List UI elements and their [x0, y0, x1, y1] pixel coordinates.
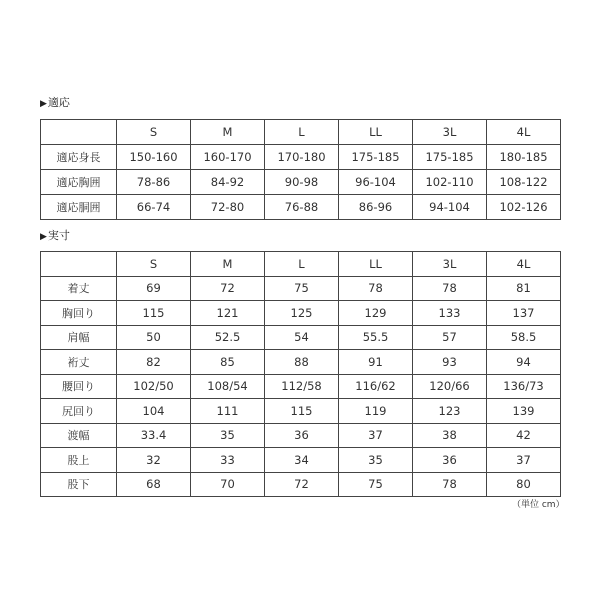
- size-header-cell: M: [191, 120, 265, 145]
- table-cell: 85: [191, 350, 265, 375]
- table-cell: 54: [265, 325, 339, 350]
- table-cell: 72: [265, 472, 339, 497]
- table-cell: 91: [339, 350, 413, 375]
- table-cell: 37: [339, 423, 413, 448]
- table-cell: 35: [339, 448, 413, 473]
- header-corner-cell: [41, 252, 117, 277]
- table-row: [41, 195, 561, 220]
- table-cell: 137: [487, 301, 561, 326]
- size-header-cell: 4L: [487, 120, 561, 145]
- table-row: [41, 145, 561, 170]
- fit-title-text: 適応: [47, 96, 70, 109]
- table-cell: 175-185: [413, 145, 487, 170]
- table-cell: 57: [413, 325, 487, 350]
- actual-title-text: 実寸: [47, 229, 70, 242]
- table-cell: 34: [265, 448, 339, 473]
- table-cell: 37: [487, 448, 561, 473]
- table-row: [41, 276, 561, 301]
- table-cell: 160-170: [191, 145, 265, 170]
- row-label-cell: 股上: [41, 448, 117, 473]
- row-label-cell: 腰回り: [41, 374, 117, 399]
- table-cell: 36: [413, 448, 487, 473]
- table-cell: 84-92: [191, 170, 265, 195]
- table-cell: 80: [487, 472, 561, 497]
- table-cell: 70: [191, 472, 265, 497]
- size-header-cell: 3L: [413, 120, 487, 145]
- row-label-cell: 適応胸囲: [41, 170, 117, 195]
- table-cell: 76-88: [265, 195, 339, 220]
- actual-size-table: [40, 251, 561, 497]
- row-label-cell: 着丈: [41, 276, 117, 301]
- header-corner-cell: [41, 120, 117, 145]
- table-cell: 86-96: [339, 195, 413, 220]
- table-cell: 139: [487, 399, 561, 424]
- table-cell: 180-185: [487, 145, 561, 170]
- size-header-cell: 4L: [487, 252, 561, 277]
- table-row: [41, 170, 561, 195]
- table-cell: 102/50: [117, 374, 191, 399]
- size-header-cell: 3L: [413, 252, 487, 277]
- table-cell: 175-185: [339, 145, 413, 170]
- table-cell: 42: [487, 423, 561, 448]
- row-label-cell: 股下: [41, 472, 117, 497]
- size-header-cell: S: [117, 120, 191, 145]
- table-cell: 33: [191, 448, 265, 473]
- table-cell: 94-104: [413, 195, 487, 220]
- table-cell: 78: [413, 276, 487, 301]
- table-cell: 108-122: [487, 170, 561, 195]
- table-cell: 150-160: [117, 145, 191, 170]
- table-cell: 72: [191, 276, 265, 301]
- table-cell: 69: [117, 276, 191, 301]
- table-cell: 93: [413, 350, 487, 375]
- table-row: [41, 399, 561, 424]
- table-cell: 50: [117, 325, 191, 350]
- table-cell: 75: [265, 276, 339, 301]
- size-header-cell: M: [191, 252, 265, 277]
- table-cell: 133: [413, 301, 487, 326]
- table-cell: 123: [413, 399, 487, 424]
- table-cell: 88: [265, 350, 339, 375]
- fit-section-title: [40, 96, 70, 111]
- table-cell: 102-110: [413, 170, 487, 195]
- table-row: [41, 301, 561, 326]
- table-cell: 96-104: [339, 170, 413, 195]
- table-cell: 170-180: [265, 145, 339, 170]
- table-row: [41, 423, 561, 448]
- table-cell: 129: [339, 301, 413, 326]
- row-label-cell: 適応身長: [41, 145, 117, 170]
- row-label-cell: 適応胴囲: [41, 195, 117, 220]
- table-cell: 90-98: [265, 170, 339, 195]
- actual-section-title: [40, 229, 70, 244]
- table-cell: 66-74: [117, 195, 191, 220]
- table-cell: 125: [265, 301, 339, 326]
- table-cell: 36: [265, 423, 339, 448]
- size-header-cell: LL: [339, 252, 413, 277]
- table-cell: 111: [191, 399, 265, 424]
- table-cell: 108/54: [191, 374, 265, 399]
- table-row: [41, 448, 561, 473]
- table-row: [41, 472, 561, 497]
- table-cell: 72-80: [191, 195, 265, 220]
- table-cell: 136/73: [487, 374, 561, 399]
- table-cell: 33.4: [117, 423, 191, 448]
- row-label-cell: 渡幅: [41, 423, 117, 448]
- table-cell: 112/58: [265, 374, 339, 399]
- table-cell: 75: [339, 472, 413, 497]
- table-cell: 38: [413, 423, 487, 448]
- row-label-cell: 肩幅: [41, 325, 117, 350]
- table-cell: 120/66: [413, 374, 487, 399]
- size-header-cell: LL: [339, 120, 413, 145]
- row-label-cell: 胸回り: [41, 301, 117, 326]
- row-label-cell: 裄丈: [41, 350, 117, 375]
- table-cell: 119: [339, 399, 413, 424]
- triangle-marker-icon: ▶: [40, 232, 47, 242]
- table-cell: 115: [117, 301, 191, 326]
- table-cell: 58.5: [487, 325, 561, 350]
- row-label-cell: 尻回り: [41, 399, 117, 424]
- table-cell: 35: [191, 423, 265, 448]
- size-header-cell: L: [265, 252, 339, 277]
- table-cell: 52.5: [191, 325, 265, 350]
- table-cell: 81: [487, 276, 561, 301]
- table-row: [41, 350, 561, 375]
- table-cell: 82: [117, 350, 191, 375]
- table-cell: 115: [265, 399, 339, 424]
- table-row: [41, 325, 561, 350]
- size-header-cell: S: [117, 252, 191, 277]
- table-cell: 55.5: [339, 325, 413, 350]
- table-cell: 78-86: [117, 170, 191, 195]
- table-cell: 94: [487, 350, 561, 375]
- table-cell: 78: [413, 472, 487, 497]
- table-cell: 104: [117, 399, 191, 424]
- table-cell: 102-126: [487, 195, 561, 220]
- table-header-row: [41, 120, 561, 145]
- size-header-cell: L: [265, 120, 339, 145]
- table-cell: 116/62: [339, 374, 413, 399]
- table-cell: 68: [117, 472, 191, 497]
- fit-size-table: [40, 119, 561, 220]
- table-row: [41, 374, 561, 399]
- table-cell: 121: [191, 301, 265, 326]
- table-header-row: [41, 252, 561, 277]
- triangle-marker-icon: ▶: [40, 99, 47, 109]
- unit-note: （単位 cm）: [512, 500, 565, 510]
- table-cell: 32: [117, 448, 191, 473]
- table-cell: 78: [339, 276, 413, 301]
